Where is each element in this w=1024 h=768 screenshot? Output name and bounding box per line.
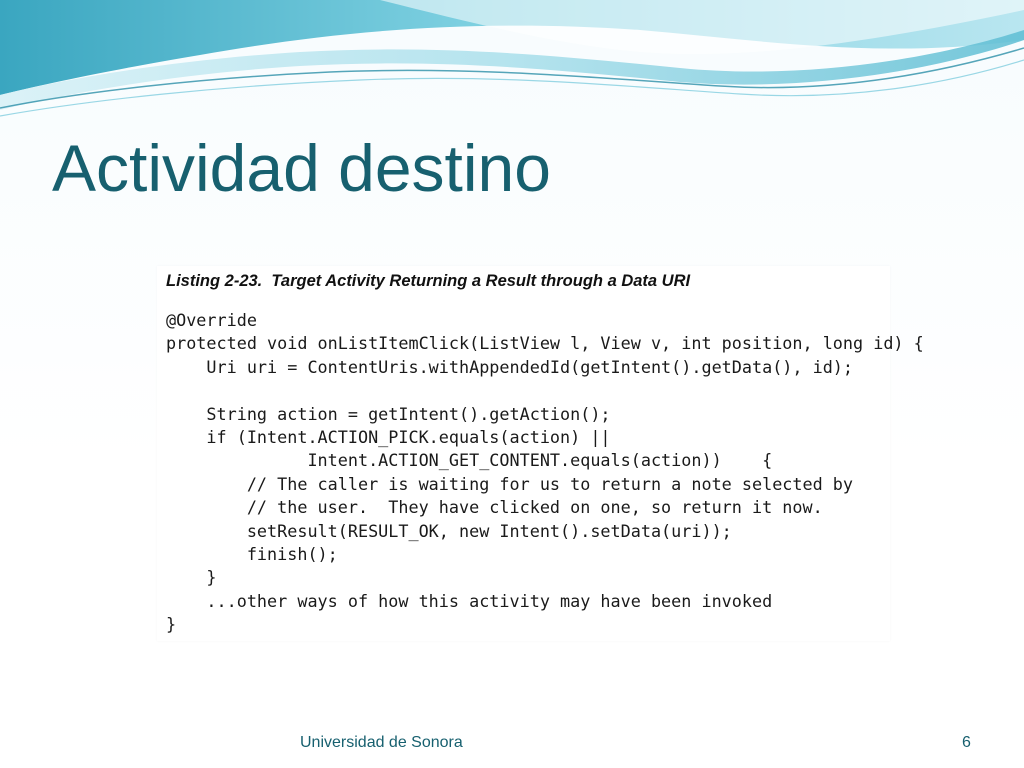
code-listing-panel: [157, 266, 924, 641]
header-wave-decoration: [0, 0, 1024, 130]
code-line: protected void onListItemClick(ListView l, View v, int position, long id) {: [166, 333, 924, 354]
code-line: ...other ways of how this activity may have been invoked: [166, 590, 773, 611]
code-block: [166, 309, 924, 636]
code-line: [166, 379, 924, 402]
code-line: String action = getIntent().getAction();: [166, 403, 611, 424]
slide-title: Actividad destino: [52, 131, 551, 205]
code-line: Uri uri = ContentUris.withAppendedId(getIntent().getData(), id);: [166, 356, 854, 377]
code-line: }: [166, 614, 177, 635]
listing-caption: Listing 2-23. Target Activity Returning a Result through a Data URI: [166, 272, 691, 290]
code-line: }: [166, 567, 217, 588]
code-line: setResult(RESULT_OK, new Intent().setData(uri));: [166, 520, 732, 541]
footer-institution: Universidad de Sonora: [300, 734, 463, 751]
code-line: Intent.ACTION_GET_CONTENT.equals(action)) {: [166, 450, 773, 471]
code-line: @Override: [166, 310, 257, 330]
page-number: 6: [962, 734, 971, 751]
code-line: // the user. They have clicked on one, so return it now.: [166, 497, 823, 518]
code-line: if (Intent.ACTION_PICK.equals(action) ||: [166, 426, 611, 447]
code-line: // The caller is waiting for us to return a note selected by: [166, 473, 854, 494]
code-line: finish();: [166, 543, 338, 564]
